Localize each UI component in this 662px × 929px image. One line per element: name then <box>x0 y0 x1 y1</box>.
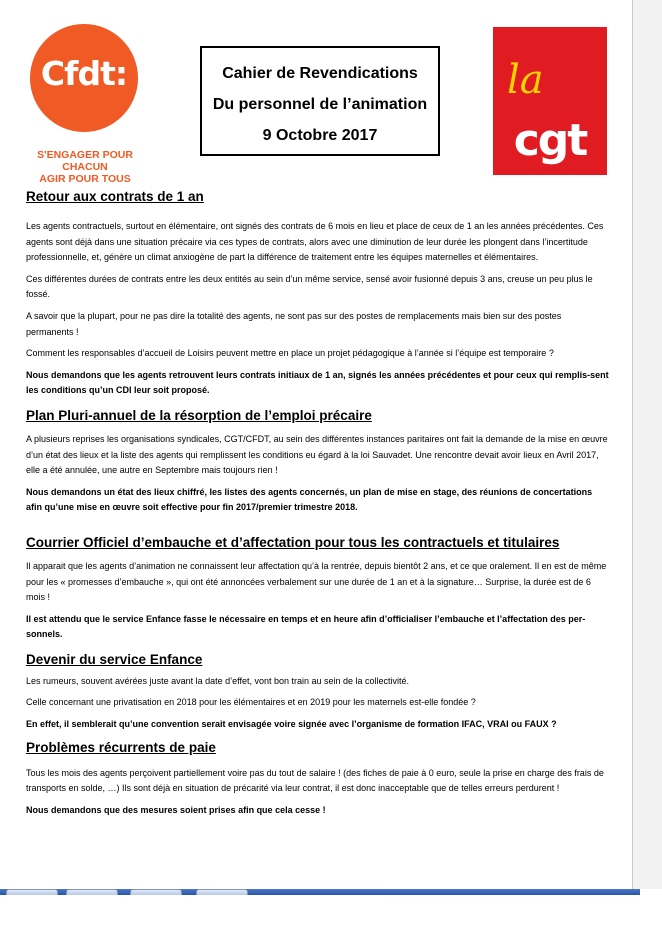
cfdt-tagline-line-1: S'ENGAGER POUR CHACUN <box>37 149 133 173</box>
paragraph: Ces différentes durées de contrats entre les deux entités au sein d’un même service, sensé avoir fusionné depuis 3 ans, creuse un peu plus le fossé. <box>26 273 593 300</box>
cfdt-tagline-line-2: AGIR POUR TOUS <box>39 173 131 185</box>
taskbar <box>0 889 662 929</box>
demand-paragraph: Il est attendu que le service Enfance fasse le nécessaire en temps et en heure afin d’officialiser l’embauche et l’affectation des per-sonnels. <box>26 613 586 640</box>
cgt-logo <box>493 27 607 175</box>
paragraph: Les rumeurs, souvent avérées juste avant la date d’effet, vont bon train au sein de la collectivité. <box>26 675 410 686</box>
document-title-box <box>200 46 440 156</box>
paragraph: Il apparait que les agents d’animation ne connaissent leur affectation qu’à la rentrée, depuis bientôt 2 ans, et ce que oralement. Il en est de même pour les « promesses d’embauche », qui ont été annoncées verbalement sur une durée de 1 an et à la signature… Surprise, la durée est de 6 mois ! <box>26 560 607 603</box>
cgt-logo-la: la <box>507 57 544 103</box>
section-heading: Devenir du service Enfance <box>26 651 203 667</box>
section-heading: Courrier Officiel d’embauche et d’affectation pour tous les contractuels et titulaires <box>26 534 560 550</box>
paragraph: Celle concernant une privatisation en 2018 pour les élémentaires et en 2019 pour les maternels est-elle fondée ? <box>26 697 476 708</box>
viewer-margin <box>633 0 662 889</box>
title-line-3: 9 Octobre 2017 <box>262 127 378 144</box>
cfdt-logo-text: Cfdt: <box>40 54 128 93</box>
taskbar-button[interactable] <box>130 889 182 895</box>
paragraph: Les agents contractuels, surtout en élémentaire, ont signés des contrats de 6 mois en lieu et place de ceux de 1 an les années précédentes. Ces agents sont déjà dans une situation précaire via ces types de contrats, alors avec une diminution de leur durée les plongent dans l’incertitude professionnelle, et, génère un climat anxiogène de part la différence de traitement entre les équipes maternelles et élémentaires. <box>26 221 604 263</box>
demand-paragraph: Nous demandons que les agents retrouvent leurs contrats initiaux de 1 an, signés les années précédentes et pour ceux qui remplis-sent les conditions qu’un CDI leur soit proposé. <box>26 369 609 396</box>
taskbar-button[interactable] <box>6 889 58 895</box>
section-heading: Retour aux contrats de 1 an <box>26 189 204 204</box>
title-line-1: Cahier de Revendications <box>222 65 418 82</box>
section-heading: Plan Pluri-annuel de la résorption de l’emploi précaire <box>26 407 372 423</box>
section-heading: Problèmes récurrents de paie <box>26 739 216 755</box>
paragraph: A plusieurs reprises les organisations syndicales, CGT/CFDT, au sein des différentes instances paritaires ont fait la demande de la mise en œuvre d’un état des lieux et la liste des agents qui remplissent les conditions eu égard à la loi Sauvadet. Une rencontre devait avoir lieux en Avril 2017, elle a été annulée, une autre en Septembre mais toujours rien ! <box>26 433 608 476</box>
document-body <box>26 188 610 818</box>
taskbar-button[interactable] <box>66 889 118 895</box>
cgt-logo-word: cgt <box>513 115 587 166</box>
cfdt-logo <box>22 24 148 185</box>
title-line-2: Du personnel de l’animation <box>212 96 428 113</box>
demand-paragraph: Nous demandons un état des lieux chiffré, les listes des agents concernés, un plan de mise en stage, des réunions de concertations afin qu’une mise en œuvre soit effective pour fin 2017/premier trimestre 2018. <box>26 486 593 513</box>
paragraph: Comment les responsables d’accueil de Loisirs peuvent mettre en place un projet pédagogique à l’année si l’équipe est temporaire ? <box>26 348 554 359</box>
paragraph: A savoir que la plupart, pour ne pas dire la totalité des agents, ne sont pas sur des postes de remplacements mais bien sur des postes permanents ! <box>26 310 562 337</box>
paragraph: Tous les mois des agents perçoivent partiellement voire pas du tout de salaire ! (des fiches de paie à 0 euro, seule la prise en charge des frais de transports en solde, …) Ils sont déjà en situation de précarité via leur contrat, il est donc inacceptable que de telles erreurs perdurent ! <box>26 767 604 794</box>
cfdt-logo-circle <box>30 24 138 132</box>
demand-paragraph: En effet, il semblerait qu’une convention serait envisagée voire signée avec l’organisme de formation IFAC, VRAI ou FAUX ? <box>26 719 557 730</box>
demand-paragraph: Nous demandons que des mesures soient prises afin que cela cesse ! <box>26 804 326 815</box>
taskbar-button[interactable] <box>196 889 248 895</box>
cfdt-tagline <box>22 149 148 185</box>
